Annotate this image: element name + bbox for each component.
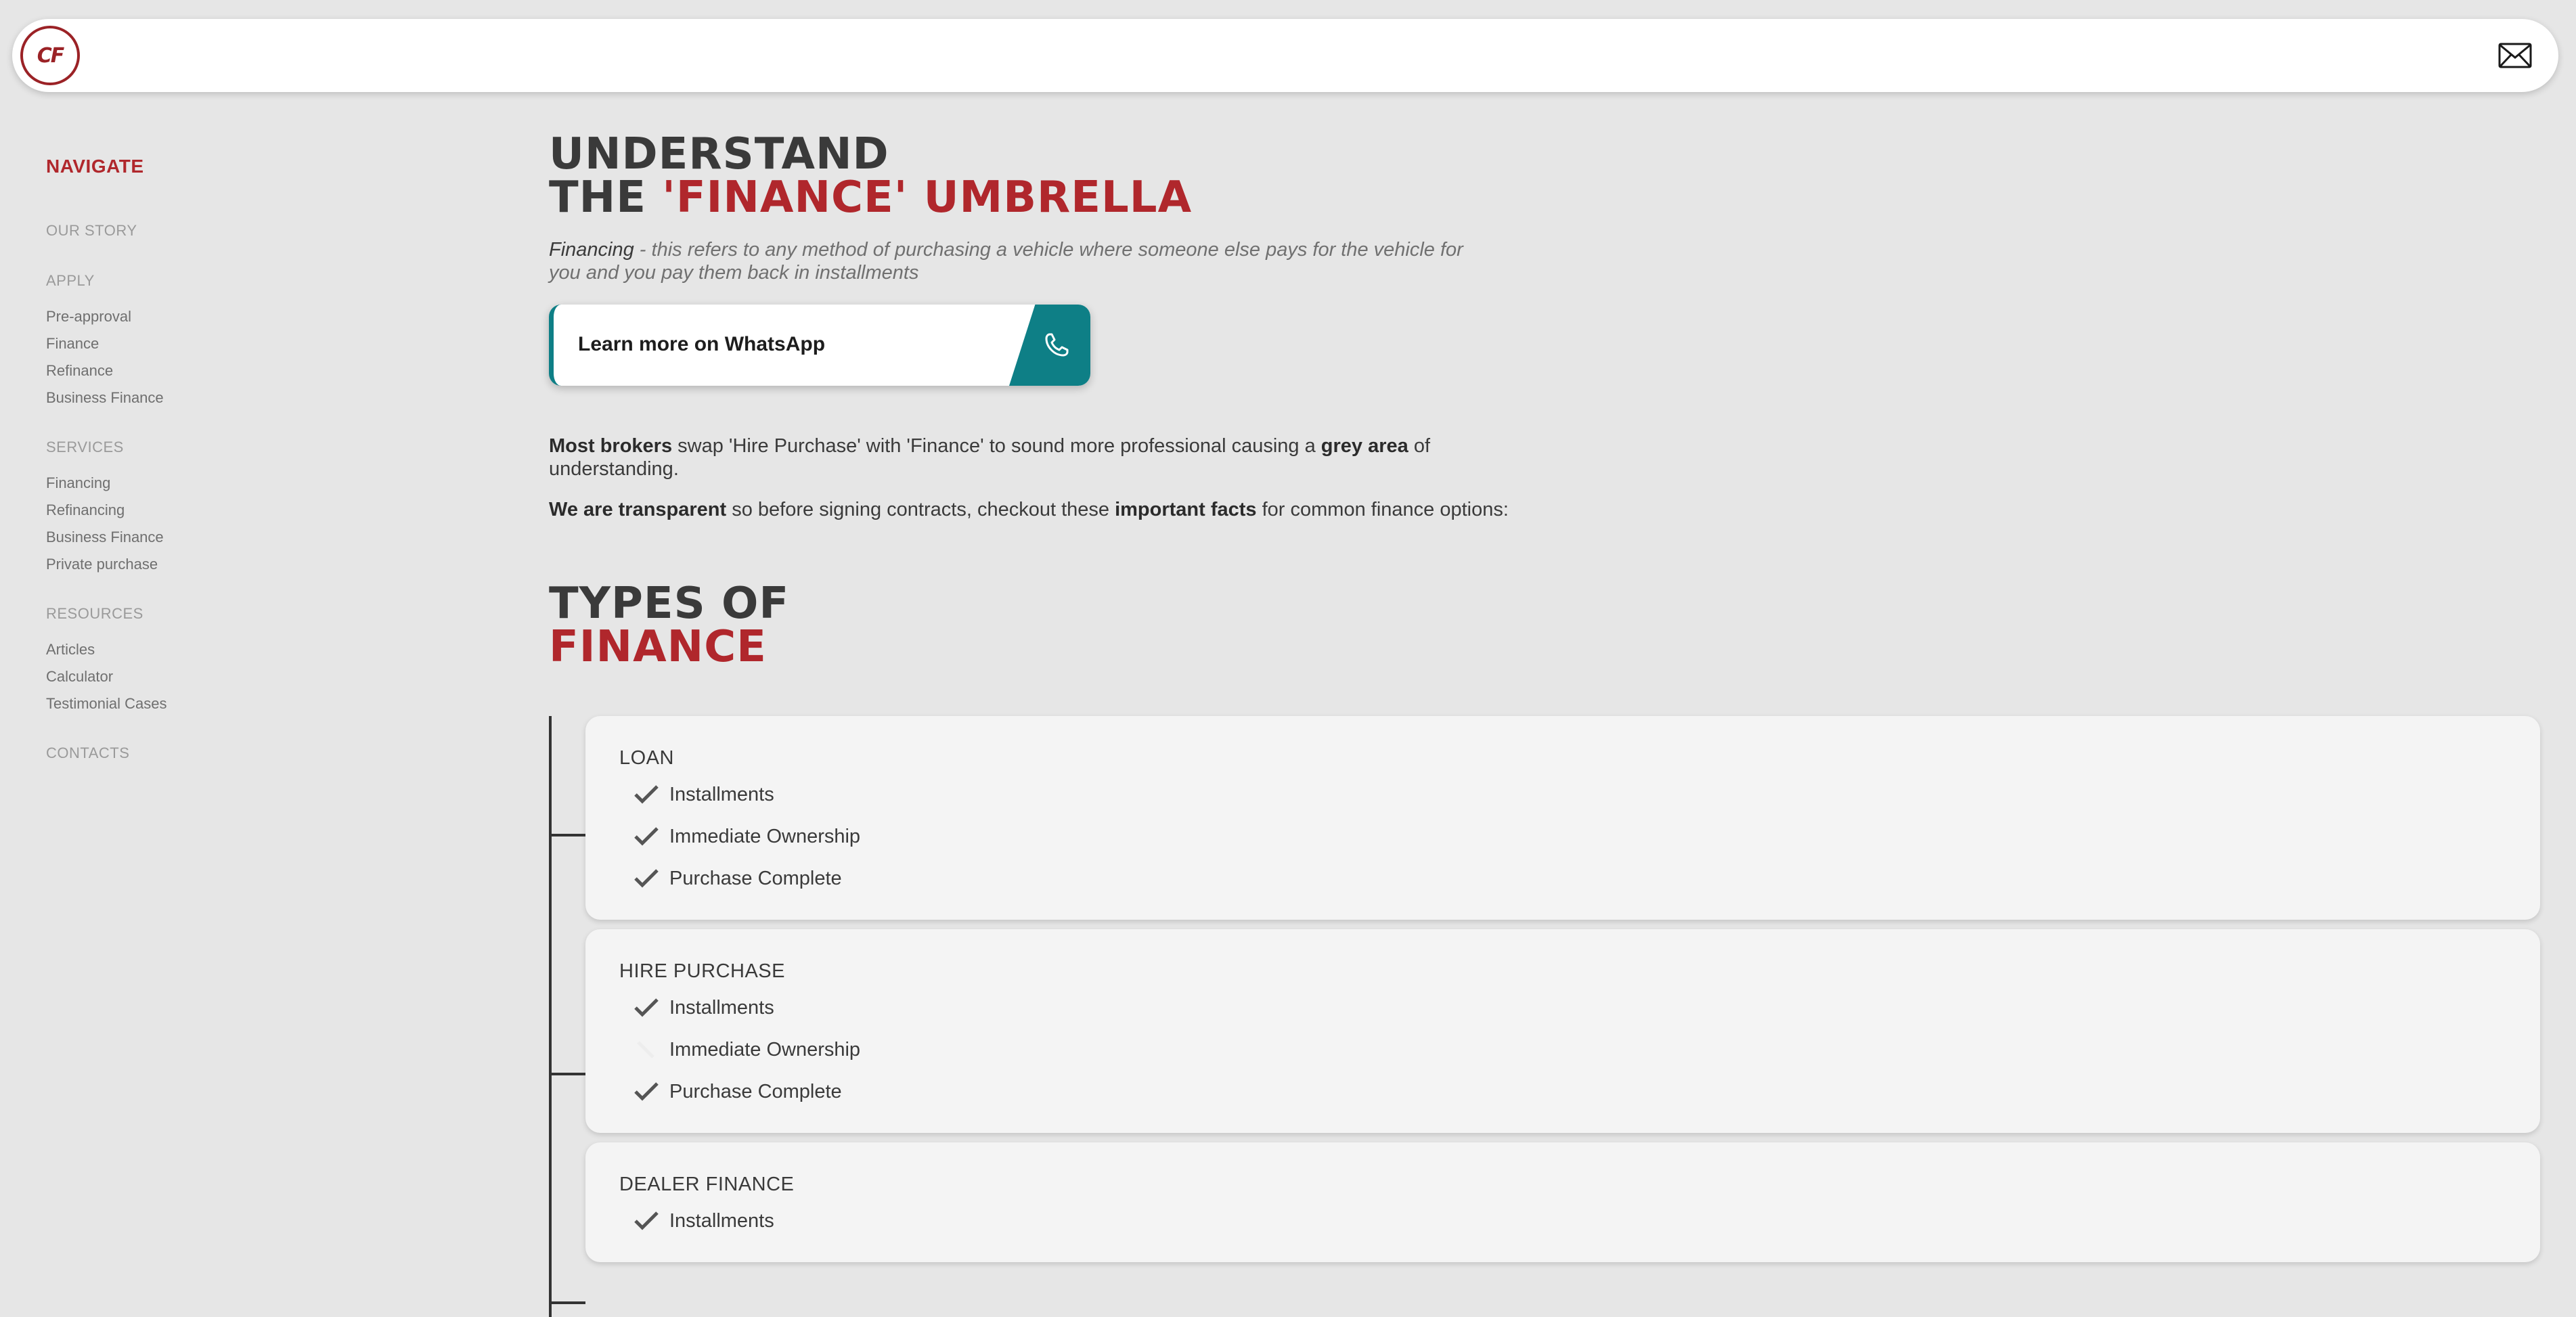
feature-label: Installments <box>669 1209 774 1232</box>
check-icon <box>633 1080 660 1103</box>
check-icon <box>633 996 660 1019</box>
sidebar-item-business-finance[interactable]: Business Finance <box>46 389 164 406</box>
financing-term: Financing <box>549 239 634 261</box>
types-heading-line2: FINANCE <box>549 622 767 672</box>
sidebar-item-refinancing[interactable]: Refinancing <box>46 501 125 518</box>
page-title-line2 <box>549 173 2546 223</box>
sidebar-navigation <box>46 156 317 795</box>
sidebar-item-finance[interactable]: Finance <box>46 335 99 352</box>
feature-row <box>619 774 2506 816</box>
sidebar-item-articles[interactable]: Articles <box>46 641 95 658</box>
sidebar-item-contacts[interactable]: CONTACTS <box>46 744 130 761</box>
feature-label: Purchase Complete <box>669 1080 842 1102</box>
nav-heading-resources: RESOURCES <box>46 605 143 622</box>
feature-row <box>619 816 2506 857</box>
mail-button[interactable] <box>2496 39 2534 72</box>
brokers-paragraph <box>549 434 1524 481</box>
financing-definition <box>549 238 1496 284</box>
finance-types-list <box>549 716 2546 1262</box>
transparent-paragraph <box>549 498 1524 521</box>
sidebar-item-calculator[interactable]: Calculator <box>46 668 114 685</box>
transparent-text-2: for common finance options: <box>1256 499 1509 520</box>
nav-section-our-story <box>46 222 317 240</box>
transparent-text-1: so before signing contracts, checkout these <box>726 499 1115 520</box>
finance-card <box>585 929 2540 1133</box>
feature-row <box>619 1200 2506 1242</box>
nav-section-contacts <box>46 744 317 762</box>
finance-card-title: HIRE PURCHASE <box>619 960 785 982</box>
finance-card <box>585 1142 2540 1262</box>
feature-row <box>619 1071 2506 1113</box>
timeline-connector <box>549 834 585 836</box>
feature-label: Purchase Complete <box>669 867 842 889</box>
nav-heading-apply: APPLY <box>46 272 95 289</box>
types-heading-line1: TYPES OF <box>549 579 790 629</box>
mail-icon <box>2498 43 2532 68</box>
sidebar-item-testimonial-cases[interactable]: Testimonial Cases <box>46 695 167 712</box>
whatsapp-button[interactable] <box>549 305 1090 386</box>
sidebar-item-business-finance-service[interactable]: Business Finance <box>46 529 164 545</box>
timeline-connector <box>549 1301 585 1304</box>
page-title-highlight: 'FINANCE' UMBRELLA <box>662 173 1193 223</box>
finance-card <box>585 716 2540 920</box>
finance-card-title: LOAN <box>619 747 674 769</box>
sidebar-item-pre-approval[interactable]: Pre-approval <box>46 308 131 325</box>
transparent-bold-2: important facts <box>1115 499 1257 520</box>
types-of-finance-heading <box>549 579 2546 672</box>
sidebar-item-financing[interactable]: Financing <box>46 474 111 491</box>
transparent-bold-1: We are transparent <box>549 499 727 520</box>
feature-row <box>619 1029 2506 1071</box>
feature-row <box>619 857 2506 899</box>
nav-section-resources <box>46 605 317 712</box>
whatsapp-button-label: Learn more on WhatsApp <box>578 333 826 355</box>
nav-section-apply <box>46 272 317 406</box>
navigate-title: NAVIGATE <box>46 156 144 177</box>
finance-card-title: DEALER FINANCE <box>619 1174 795 1195</box>
brokers-text-1: swap 'Hire Purchase' with 'Finance' to sound more professional causing a <box>672 435 1321 457</box>
check-icon <box>633 1209 660 1232</box>
feature-row <box>619 987 2506 1029</box>
sidebar-item-our-story[interactable]: OUR STORY <box>46 222 137 239</box>
sidebar-item-refinance[interactable]: Refinance <box>46 362 114 379</box>
phone-icon <box>1040 329 1073 361</box>
feature-label: Immediate Ownership <box>669 1038 861 1061</box>
page-title <box>549 129 2546 223</box>
feature-label: Installments <box>669 783 774 805</box>
financing-definition-text: - this refers to any method of purchasing a vehicle where someone else pays for the vehicle for you and you pay them back in installments <box>549 239 1463 284</box>
check-icon <box>633 825 660 848</box>
main-content <box>549 129 2546 1272</box>
brokers-text-2: of understanding. <box>549 435 1431 480</box>
feature-label: Immediate Ownership <box>669 825 861 847</box>
check-icon <box>633 783 660 806</box>
page-title-prefix: THE <box>549 173 663 223</box>
timeline-connector <box>549 1073 585 1075</box>
logo-text: CF <box>37 43 64 68</box>
feature-label: Installments <box>669 996 774 1019</box>
nav-heading-services: SERVICES <box>46 439 124 455</box>
logo[interactable] <box>20 26 80 85</box>
brokers-bold-2: grey area <box>1320 435 1408 457</box>
timeline-line <box>549 716 552 1317</box>
brokers-bold-1: Most brokers <box>549 435 673 457</box>
top-navigation-bar <box>12 19 2558 92</box>
check-icon <box>633 867 660 890</box>
sidebar-item-private-purchase[interactable]: Private purchase <box>46 556 158 573</box>
page-title-line1: UNDERSTAND <box>549 129 889 179</box>
nav-section-services <box>46 439 317 573</box>
cross-icon <box>633 1038 660 1061</box>
